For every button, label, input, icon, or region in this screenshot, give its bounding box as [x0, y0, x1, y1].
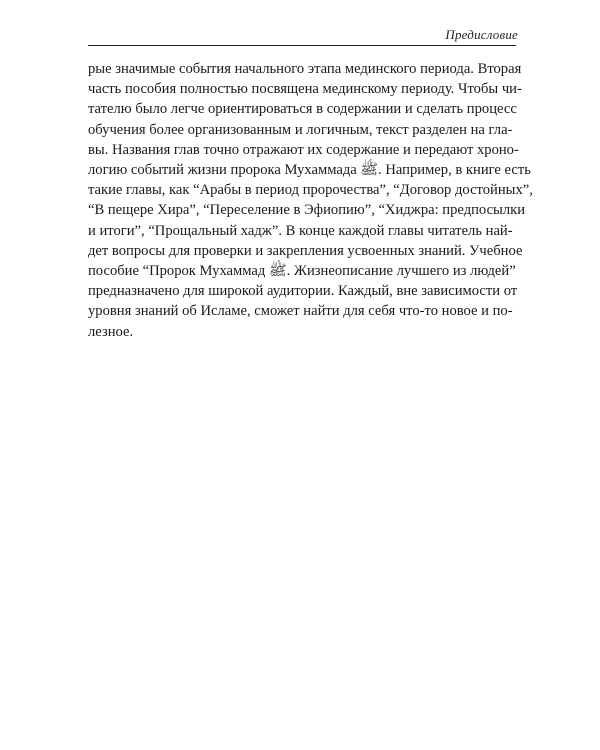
header-rule — [88, 45, 516, 46]
running-header: Предисловие — [445, 27, 518, 42]
text-line: логию событий жизни пророка Мухаммада ﷺ. Например, в книге есть — [88, 162, 531, 179]
text-line: и итоги”, “Прощальный хадж”. В конце каждой главы читатель най- — [88, 222, 513, 239]
text-line: тателю было легче ориентироваться в содержании и сделать процесс — [88, 101, 517, 118]
text-line: “В пещере Хира”, “Переселение в Эфиопию”, “Хиджра: предпосылки — [88, 202, 526, 219]
text-line: рые значимые события начального этапа мединского периода. Вторая — [88, 61, 522, 77]
text-line: уровня знаний об Исламе, сможет найти для себя что-то новое и по- — [88, 303, 513, 320]
text-line: такие главы, как “Арабы в период пророчества”, “Договор достойных”, — [88, 182, 533, 199]
text-line: обучения более организованным и логичным, текст разделен на гла- — [88, 121, 513, 138]
text-line: предназначено для широкой аудитории. Каждый, вне зависимости от — [88, 283, 518, 300]
text-line: пособие “Пророк Мухаммад ﷺ. Жизнеописание лучшего из людей” — [88, 263, 516, 280]
text-line: дет вопросы для проверки и закрепления усвоенных знаний. Учебное — [88, 242, 523, 259]
text-line: часть пособия полностью посвящена мединскому периоду. Чтобы чи- — [88, 81, 522, 98]
text-line: лезное. — [88, 323, 134, 340]
text-line: вы. Названия глав точно отражают их содержание и передают хроно- — [88, 141, 519, 158]
body-paragraph — [88, 59, 533, 342]
